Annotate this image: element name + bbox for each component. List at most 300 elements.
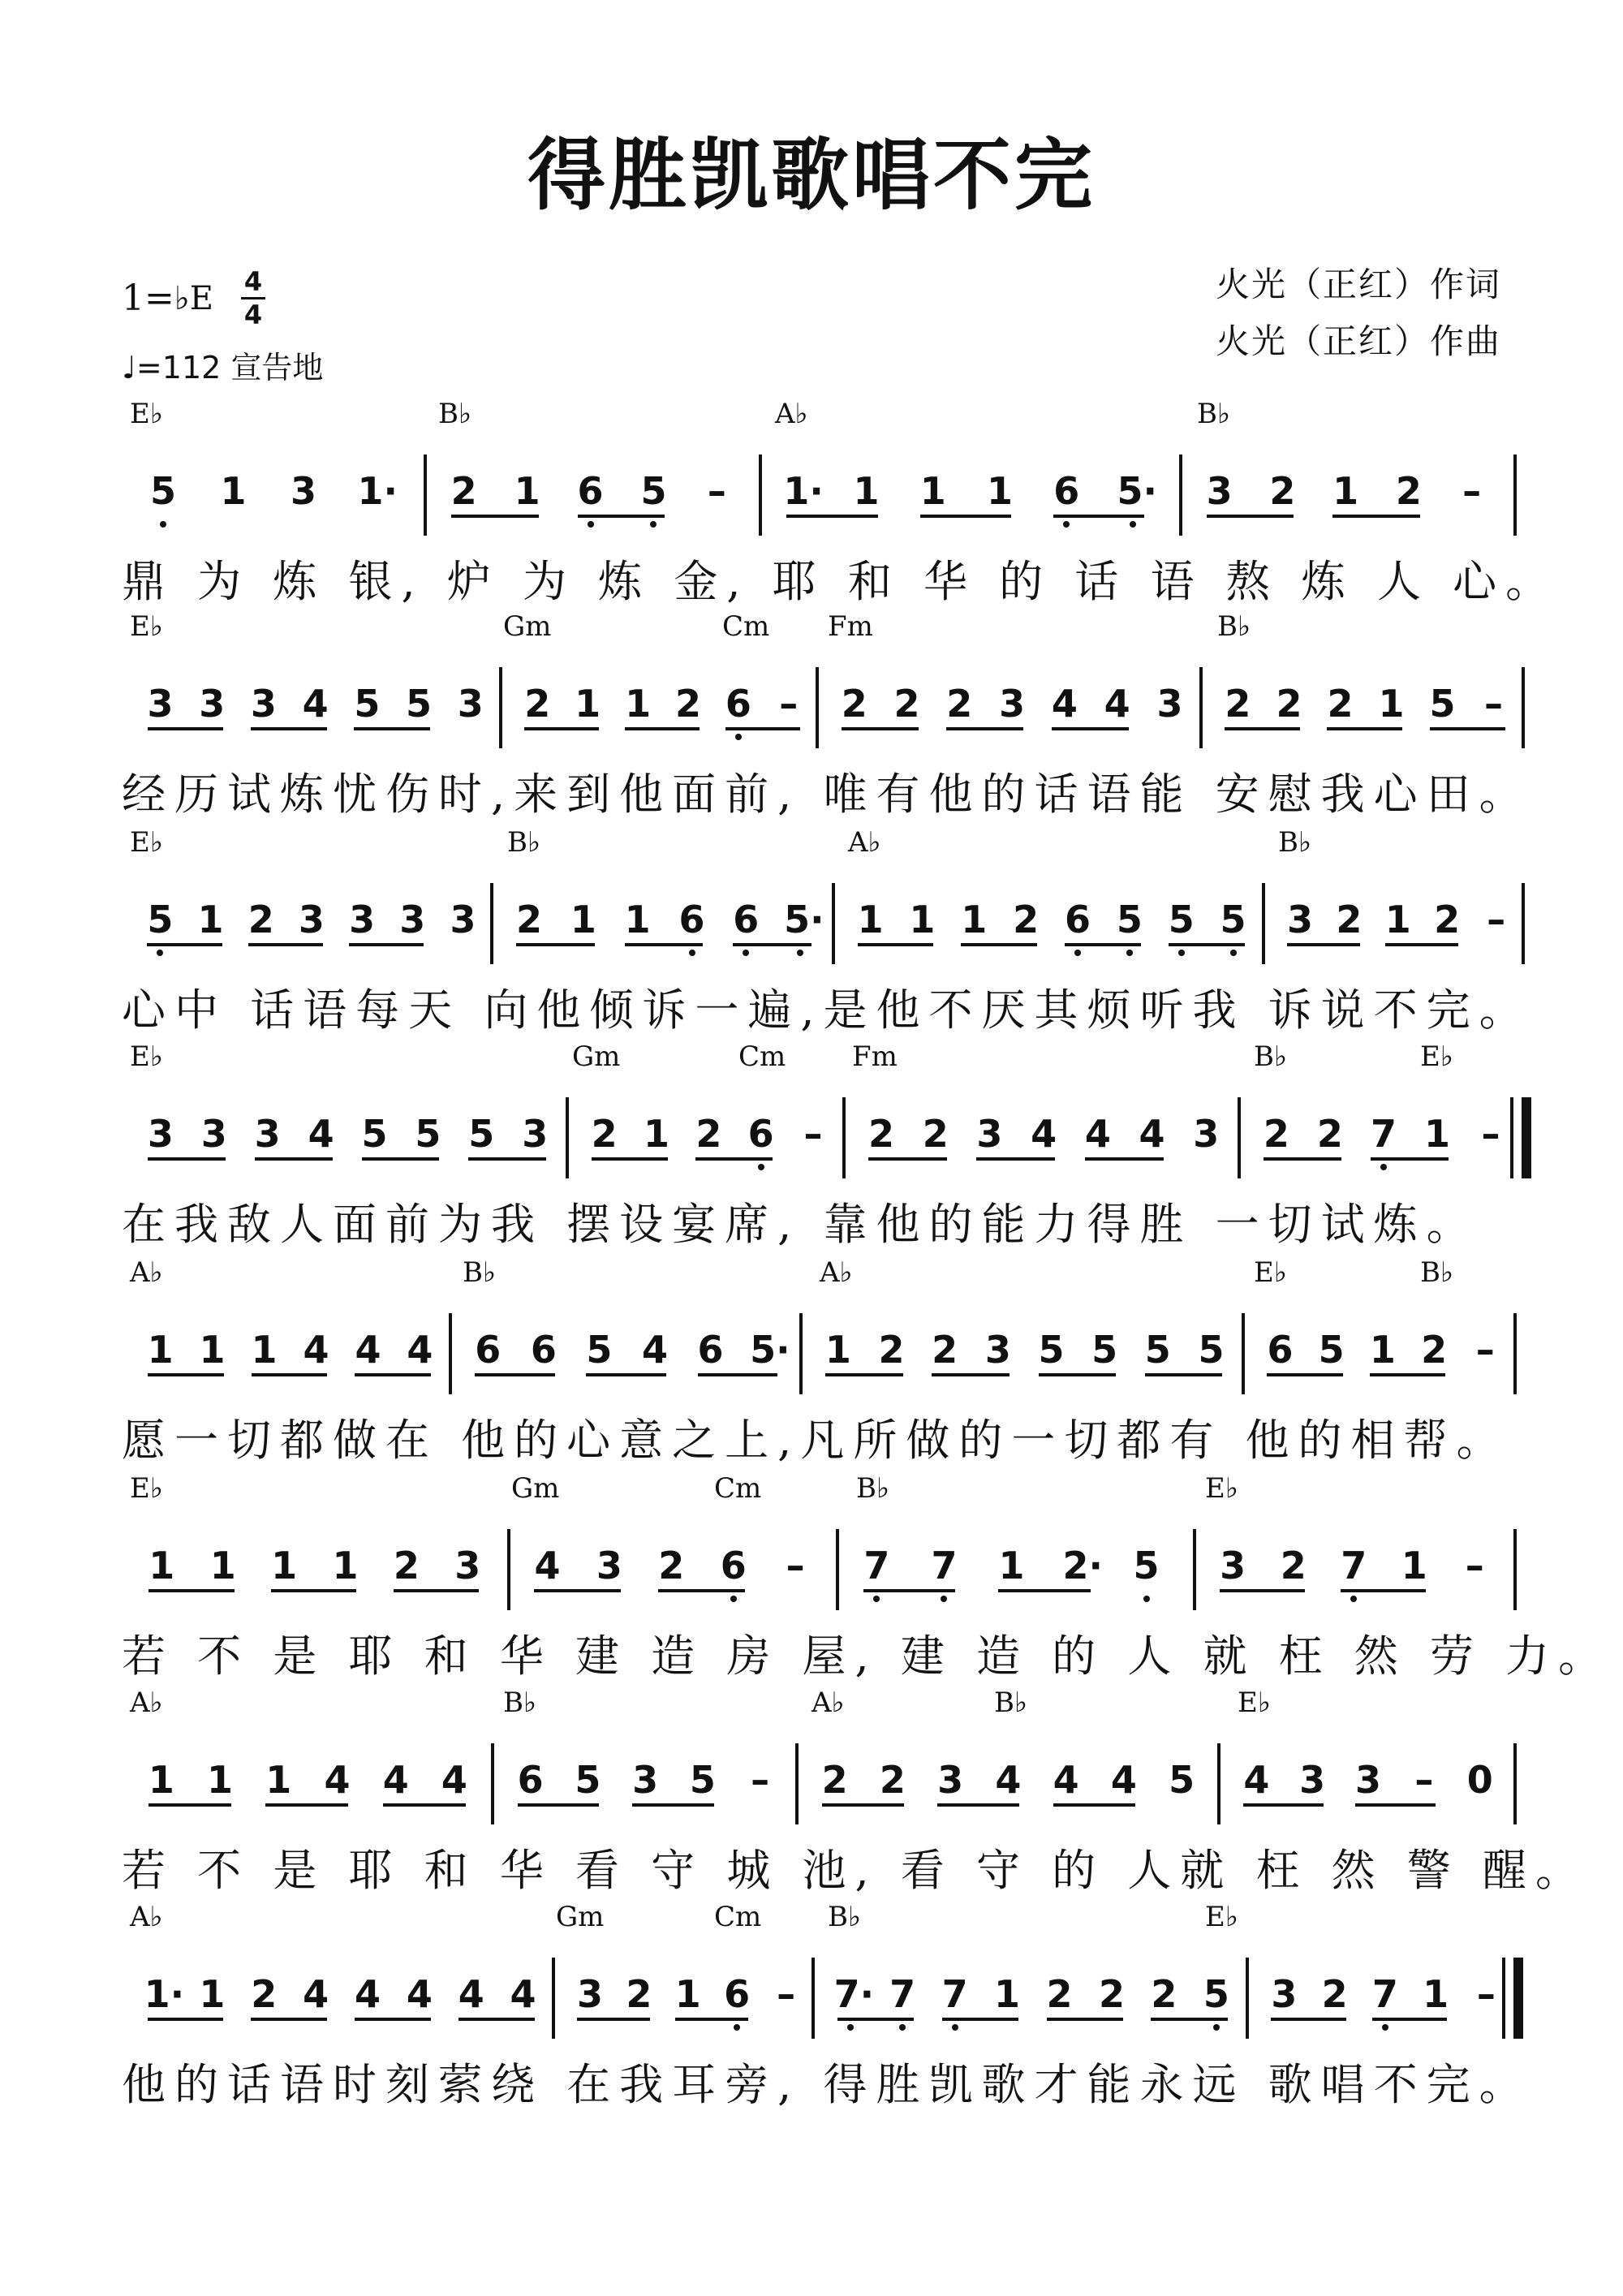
- jianpu-note: 3: [290, 469, 316, 513]
- eighth-beam: [248, 943, 323, 946]
- jianpu-note: 4: [355, 1328, 381, 1372]
- eighth-beam: [946, 727, 1023, 730]
- jianpu-note: 3: [199, 682, 226, 726]
- eighth-beam: [786, 515, 877, 518]
- eighth-beam: [842, 727, 919, 730]
- chord-symbol: Cm: [714, 1472, 762, 1505]
- jianpu-note: 1: [265, 1758, 292, 1802]
- jianpu-note: 2: [821, 1758, 848, 1802]
- eighth-beam: [518, 1803, 600, 1807]
- jianpu-note: 5: [149, 469, 176, 513]
- jianpu-note: 6: [1064, 898, 1091, 941]
- chord-row: [0, 1256, 1623, 1305]
- chord-symbol: B♭: [1420, 1256, 1454, 1289]
- lower-octave-dot: [1143, 1596, 1150, 1602]
- chord-symbol: B♭: [438, 398, 472, 430]
- lower-octave-dot: [873, 1596, 880, 1602]
- jianpu-note: 5: [575, 1758, 601, 1802]
- lower-octave-dot: [160, 521, 166, 528]
- jianpu-note: 4: [303, 1328, 329, 1372]
- chord-symbol: Fm: [852, 1040, 898, 1073]
- jianpu-note: 3: [1206, 469, 1233, 513]
- score-line-5: [0, 1256, 1623, 1467]
- jianpu-note: 3: [1271, 1972, 1298, 2016]
- eighth-beam: [148, 1373, 224, 1376]
- jianpu-note: 2: [626, 1972, 652, 2016]
- jianpu-note: 2: [867, 1112, 894, 1156]
- chord-symbol: A♭: [130, 1686, 163, 1719]
- chord-symbol: A♭: [812, 1686, 845, 1719]
- chord-symbol: B♭: [503, 1686, 537, 1719]
- jianpu-note: 6: [1053, 469, 1080, 513]
- eighth-beam: [658, 1589, 744, 1592]
- eighth-beam: [1371, 1157, 1449, 1161]
- lower-octave-dot: [650, 521, 657, 528]
- jianpu-note: 4: [303, 1972, 329, 2016]
- eighth-beam: [148, 727, 224, 730]
- barline: [1217, 1743, 1220, 1824]
- jianpu-note: 4: [1031, 1112, 1057, 1156]
- barline: [1522, 883, 1525, 964]
- notation-row: [0, 1313, 1623, 1402]
- jianpu-note: 2: [946, 682, 973, 726]
- jianpu-note: 4: [406, 1972, 433, 2016]
- chord-symbol: E♭: [1238, 1686, 1271, 1719]
- score-line-3: [0, 826, 1623, 1037]
- jianpu-note: 0: [1466, 1758, 1493, 1802]
- chord-symbol: Gm: [572, 1040, 621, 1073]
- barline: [816, 667, 819, 748]
- barline: [1513, 1313, 1517, 1394]
- key-tonic: ♭E: [174, 279, 213, 317]
- jianpu-note: 1: [1332, 469, 1359, 513]
- chord-symbol: Gm: [503, 610, 552, 643]
- eighth-beam: [355, 1373, 431, 1376]
- jianpu-note: 3: [632, 1758, 659, 1802]
- barline: [1246, 1958, 1249, 2039]
- jianpu-note: 3: [450, 898, 476, 941]
- jianpu-note: 3: [349, 898, 376, 941]
- eighth-beam: [1207, 515, 1294, 518]
- barline: [799, 1313, 803, 1394]
- jianpu-note: 2: [1098, 1972, 1125, 2016]
- chord-symbol: B♭: [1197, 398, 1231, 430]
- lower-octave-dot: [588, 521, 594, 528]
- eighth-beam: [863, 1589, 955, 1592]
- jianpu-note: 4: [458, 1972, 484, 2016]
- eighth-beam: [998, 1589, 1090, 1592]
- jianpu-note: 3: [399, 898, 426, 941]
- eighth-beam: [1264, 1157, 1341, 1161]
- chord-symbol: B♭: [1254, 1040, 1288, 1073]
- jianpu-note: 2: [879, 1758, 906, 1802]
- tempo-marking: ♩=112 宣告地: [122, 350, 324, 386]
- eighth-beam: [733, 943, 812, 946]
- jianpu-note: 5: [415, 1112, 441, 1156]
- barline: [1510, 1097, 1513, 1178]
- key-signature: [122, 268, 265, 329]
- chord-symbol: B♭: [507, 826, 541, 859]
- chord-row: [0, 826, 1623, 875]
- jianpu-note: 6: [720, 1544, 747, 1587]
- eighth-beam: [148, 2018, 224, 2021]
- chord-row: [0, 398, 1623, 446]
- jianpu-note: 3: [522, 1112, 549, 1156]
- jianpu-note: 2: [1280, 1544, 1307, 1587]
- jianpu-note: 2: [1013, 898, 1040, 941]
- jianpu-note: 7: [1371, 1972, 1398, 2016]
- jianpu-note: 2: [674, 682, 701, 726]
- eighth-beam: [1047, 2018, 1123, 2021]
- jianpu-note: –: [1476, 1972, 1496, 2016]
- jianpu-note: 7·: [833, 1972, 875, 2016]
- score-line-2: [0, 610, 1623, 821]
- jianpu-note: 1: [1378, 682, 1405, 726]
- chord-row: [0, 1040, 1623, 1089]
- barline: [491, 1743, 494, 1824]
- eighth-beam: [592, 1157, 668, 1161]
- chord-symbol: B♭: [856, 1472, 890, 1505]
- barline: [1238, 1097, 1241, 1178]
- jianpu-note: 1: [625, 682, 652, 726]
- barline: [566, 1097, 569, 1178]
- barline: [759, 454, 762, 536]
- jianpu-note: 6: [725, 682, 751, 726]
- jianpu-note: 6: [747, 1112, 774, 1156]
- jianpu-note: 5·: [784, 898, 824, 941]
- barline: [552, 1958, 555, 2039]
- eighth-beam: [1220, 1589, 1305, 1592]
- jianpu-note: 2: [516, 898, 543, 941]
- lower-octave-dot: [952, 2024, 958, 2031]
- lower-octave-dot: [734, 2024, 740, 2031]
- jianpu-note: 3: [999, 682, 1026, 726]
- jianpu-note: –: [1462, 469, 1482, 513]
- jianpu-note: 2: [393, 1544, 420, 1587]
- lyrics-line: 经历试炼忧伤时,来到他面前, 唯有他的话语能 安慰我心田。: [122, 769, 1532, 820]
- eighth-beam: [394, 1589, 479, 1592]
- chord-symbol: B♭: [994, 1686, 1028, 1719]
- eighth-beam: [868, 1157, 947, 1161]
- barline: [842, 1097, 846, 1178]
- jianpu-note: 3: [1299, 1758, 1326, 1802]
- eighth-beam: [251, 2018, 327, 2021]
- jianpu-note: 6: [517, 1758, 544, 1802]
- eighth-beam: [458, 2018, 535, 2021]
- composer-credit: 火光（正红）作曲: [1215, 321, 1501, 361]
- chord-symbol: Cm: [738, 1040, 786, 1073]
- jianpu-note: 5: [640, 469, 667, 513]
- chord-symbol: Cm: [714, 1901, 762, 1933]
- jianpu-note: 1: [998, 1544, 1025, 1587]
- jianpu-note: 3: [1355, 1758, 1382, 1802]
- jianpu-note: 2: [1263, 1112, 1289, 1156]
- jianpu-note: 2: [524, 682, 551, 726]
- eighth-beam: [1151, 2018, 1227, 2021]
- jianpu-note: 3: [254, 1112, 281, 1156]
- eighth-beam: [837, 2018, 914, 2021]
- barline: [795, 1743, 799, 1824]
- jianpu-note: 1: [1424, 1112, 1451, 1156]
- jianpu-note: 5: [1116, 898, 1143, 941]
- jianpu-note: 6: [1267, 1328, 1294, 1372]
- jianpu-note: 3: [454, 1544, 481, 1587]
- lower-octave-dot: [1380, 1164, 1387, 1170]
- time-bottom: 4: [243, 299, 263, 330]
- jianpu-note: 1: [575, 682, 601, 726]
- lyrics-line: 心中 话语每天 向他倾诉一遍,是他不厌其烦听我 诉说不完。: [122, 984, 1532, 1036]
- lower-octave-dot: [689, 950, 695, 956]
- jianpu-note: –: [751, 1758, 770, 1802]
- jianpu-note: 5: [689, 1758, 716, 1802]
- barline: [1242, 1313, 1245, 1394]
- lyricist-credit: 火光（正红）作词: [1215, 265, 1501, 304]
- jianpu-note: 7: [863, 1544, 890, 1587]
- jianpu-note: 6: [724, 1972, 751, 2016]
- eighth-beam: [1085, 1157, 1164, 1161]
- chord-row: [0, 1686, 1623, 1735]
- jianpu-note: 3: [937, 1758, 964, 1802]
- jianpu-note: 3: [1193, 1112, 1220, 1156]
- jianpu-note: 1: [994, 1972, 1021, 2016]
- eighth-beam: [1385, 943, 1458, 946]
- barline: [507, 1529, 510, 1610]
- chord-symbol: A♭: [130, 1901, 163, 1933]
- jianpu-note: 2: [1046, 1972, 1073, 2016]
- chord-row: [0, 610, 1623, 659]
- jianpu-note: –: [786, 1544, 805, 1587]
- chord-symbol: E♭: [1205, 1472, 1238, 1505]
- jianpu-note: 2: [658, 1544, 685, 1587]
- chord-row: [0, 1901, 1623, 1949]
- eighth-beam: [149, 1589, 234, 1592]
- jianpu-note: 4: [302, 682, 329, 726]
- jianpu-note: 1: [197, 898, 224, 941]
- lower-octave-dot: [730, 1596, 737, 1602]
- jianpu-note: 2: [1225, 682, 1251, 726]
- jianpu-note: 2: [1327, 682, 1354, 726]
- jianpu-note: 5: [1168, 898, 1195, 941]
- eighth-beam: [1039, 1373, 1117, 1376]
- jianpu-note: –: [1481, 1112, 1500, 1156]
- jianpu-note: 1: [199, 1972, 226, 2016]
- jianpu-note: 7: [931, 1544, 958, 1587]
- jianpu-note: 4: [407, 1328, 433, 1372]
- eighth-beam: [1145, 1373, 1223, 1376]
- jianpu-note: 2: [1421, 1328, 1448, 1372]
- barline: [1522, 667, 1525, 748]
- jianpu-note: 3: [1220, 1544, 1246, 1587]
- notation-row: [0, 454, 1623, 544]
- jianpu-note: 5: [147, 898, 174, 941]
- lower-octave-dot: [758, 1164, 764, 1170]
- eighth-beam: [1341, 1589, 1426, 1592]
- jianpu-note: 5: [1318, 1328, 1345, 1372]
- jianpu-note: 1: [824, 1328, 851, 1372]
- credits: [1216, 256, 1501, 370]
- barline: [424, 454, 427, 536]
- eighth-beam: [451, 515, 539, 518]
- jianpu-note: –: [707, 469, 726, 513]
- jianpu-note: 5: [1220, 898, 1246, 941]
- jianpu-note: 4: [510, 1972, 536, 2016]
- chord-symbol: A♭: [848, 826, 881, 859]
- jianpu-note: 3: [200, 1112, 227, 1156]
- chord-symbol: A♭: [775, 398, 808, 430]
- eighth-beam: [1243, 1803, 1324, 1807]
- jianpu-note: 1: [643, 1112, 669, 1156]
- eighth-beam: [1287, 943, 1360, 946]
- notation-row: [0, 1958, 1623, 2047]
- jianpu-note: 1: [271, 1544, 298, 1587]
- jianpu-note: 2: [841, 682, 867, 726]
- jianpu-note: 4: [1104, 682, 1130, 726]
- lower-octave-dot: [1230, 950, 1237, 956]
- lower-octave-dot: [1350, 1596, 1357, 1602]
- jianpu-note: 1: [909, 898, 936, 941]
- chord-symbol: Gm: [511, 1472, 560, 1505]
- time-top: 4: [243, 266, 263, 297]
- jianpu-note: 5: [1203, 1972, 1229, 2016]
- jianpu-note: 3: [1156, 682, 1183, 726]
- eighth-beam: [1052, 727, 1129, 730]
- notation-row: [0, 1529, 1623, 1618]
- jianpu-note: 4: [1243, 1758, 1270, 1802]
- eighth-beam: [468, 1157, 546, 1161]
- eighth-beam: [1372, 2018, 1447, 2021]
- lower-octave-dot: [1213, 2024, 1220, 2031]
- jianpu-note: 1: [220, 469, 247, 513]
- jianpu-note: 5: [586, 1328, 613, 1372]
- jianpu-note: 6: [733, 898, 760, 941]
- eighth-beam: [858, 943, 934, 946]
- lower-octave-dot: [899, 2024, 906, 2031]
- jianpu-note: 7: [889, 1972, 916, 2016]
- eighth-beam: [475, 1373, 555, 1376]
- jianpu-note: 3: [976, 1112, 1003, 1156]
- barline: [1199, 667, 1203, 748]
- barline: [1179, 454, 1182, 536]
- jianpu-note: 1: [514, 469, 540, 513]
- eighth-beam: [1053, 515, 1144, 518]
- chord-symbol: E♭: [130, 610, 163, 643]
- jianpu-note: 2·: [1062, 1544, 1103, 1587]
- eighth-beam: [578, 515, 665, 518]
- chord-symbol: B♭: [463, 1256, 497, 1289]
- barline: [1513, 454, 1517, 536]
- eighth-beam: [1267, 1373, 1342, 1376]
- jianpu-note: 2: [932, 1328, 958, 1372]
- jianpu-note: 1: [147, 1328, 174, 1372]
- chord-row: [0, 1472, 1623, 1521]
- eighth-beam: [1332, 515, 1420, 518]
- jianpu-note: 5·: [750, 1328, 790, 1372]
- jianpu-note: 5: [406, 682, 433, 726]
- score-line-4: [0, 1040, 1623, 1251]
- jianpu-note: 3: [147, 1112, 174, 1156]
- chord-symbol: B♭: [1217, 610, 1251, 643]
- chord-symbol: Cm: [722, 610, 770, 643]
- notation-row: [0, 1097, 1623, 1187]
- lower-octave-dot: [157, 950, 163, 956]
- lower-octave-dot: [1074, 950, 1081, 956]
- chord-symbol: E♭: [130, 826, 163, 859]
- jianpu-note: 6: [678, 898, 705, 941]
- lower-octave-dot: [847, 2024, 854, 2031]
- jianpu-note: 1: [919, 469, 946, 513]
- eighth-beam: [825, 1373, 903, 1376]
- score-line-7: [0, 1686, 1623, 1898]
- jianpu-note: 1: [332, 1544, 359, 1587]
- chord-symbol: Fm: [828, 610, 873, 643]
- jianpu-note: –: [779, 682, 799, 726]
- jianpu-note: –: [1484, 682, 1504, 726]
- eighth-beam: [383, 1803, 466, 1807]
- jianpu-note: 2: [1316, 1112, 1343, 1156]
- chord-symbol: Gm: [556, 1901, 605, 1933]
- score-line-1: [0, 398, 1623, 609]
- eighth-beam: [1065, 943, 1141, 946]
- lyrics-line: 他的话语时刻萦绕 在我耳旁, 得胜凯歌才能永远 歌唱不完。: [122, 2059, 1532, 2110]
- jianpu-note: 1: [986, 469, 1013, 513]
- jianpu-note: 5: [1198, 1328, 1225, 1372]
- jianpu-note: 1: [570, 898, 596, 941]
- jianpu-note: 2: [1321, 1972, 1348, 2016]
- eighth-beam: [698, 1373, 778, 1376]
- eighth-beam: [1225, 727, 1300, 730]
- jianpu-note: 5: [361, 1112, 388, 1156]
- jianpu-note: 4: [1110, 1758, 1137, 1802]
- barline: [499, 667, 502, 748]
- jianpu-note: 4: [641, 1328, 668, 1372]
- jianpu-note: 4: [382, 1758, 409, 1802]
- jianpu-note: 3: [250, 682, 277, 726]
- eighth-beam: [725, 727, 800, 730]
- eighth-beam: [822, 1803, 904, 1807]
- jianpu-note: 1: [251, 1328, 278, 1372]
- jianpu-note: 1: [148, 1758, 174, 1802]
- song-title: 得胜凯歌唱不完: [527, 129, 1096, 221]
- eighth-beam: [675, 2018, 748, 2021]
- eighth-beam: [149, 1803, 231, 1807]
- eighth-beam: [932, 1373, 1010, 1376]
- lyrics-line: 在我敌人面前为我 摆设宴席, 靠他的能力得胜 一切试炼。: [122, 1199, 1479, 1250]
- jianpu-note: –: [1414, 1758, 1434, 1802]
- jianpu-note: 1: [1401, 1544, 1427, 1587]
- lower-octave-dot: [743, 950, 749, 956]
- jianpu-note: 5: [1144, 1328, 1171, 1372]
- jianpu-note: 2: [591, 1112, 618, 1156]
- time-signature: [241, 268, 265, 329]
- jianpu-note: 1: [1369, 1328, 1396, 1372]
- jianpu-note: 1: [199, 1328, 226, 1372]
- barline: [1193, 1529, 1196, 1610]
- jianpu-note: 2: [450, 469, 477, 513]
- jianpu-note: 3: [298, 898, 325, 941]
- jianpu-note: –: [1475, 1328, 1495, 1372]
- jianpu-note: 1: [149, 1544, 175, 1587]
- jianpu-note: 5: [1169, 1758, 1195, 1802]
- eighth-beam: [355, 2018, 431, 2021]
- eighth-beam: [1271, 2018, 1345, 2021]
- jianpu-note: 6: [697, 1328, 724, 1372]
- jianpu-note: 5: [1038, 1328, 1065, 1372]
- eighth-beam: [1430, 727, 1505, 730]
- jianpu-note: 2: [1395, 469, 1422, 513]
- double-barline: [1522, 1097, 1531, 1178]
- jianpu-note: 4: [995, 1758, 1022, 1802]
- eighth-beam: [251, 727, 327, 730]
